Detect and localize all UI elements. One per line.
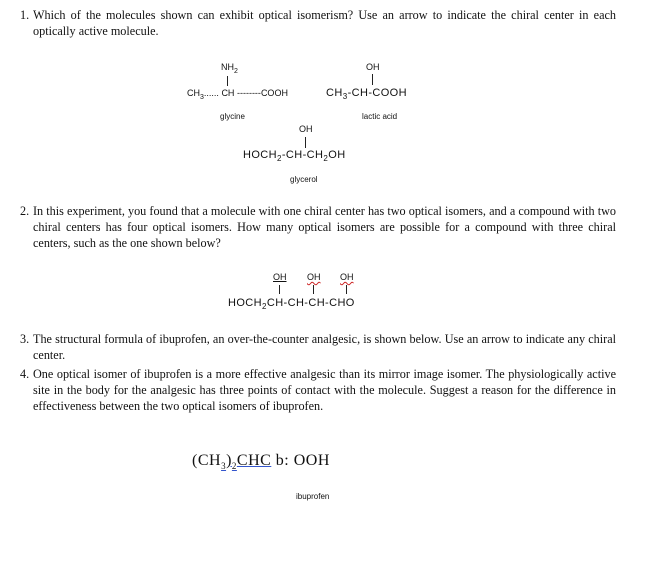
- bond-1: [279, 285, 280, 294]
- question-text: In this experiment, you found that a molecule with one chiral center has two optical isomers, and a compound with two chiral centers has four optical isomers. How many optical isomers are possible for a compound with three chiral centers, such as the one shown below?: [33, 204, 616, 250]
- glycine-label: glycine: [220, 112, 245, 121]
- glycine-formula: $CH_3$...... CH --------COOH: [187, 88, 288, 101]
- oh-group-3: OH: [340, 272, 354, 282]
- ibuprofen-label: ibuprofen: [296, 492, 330, 501]
- glycine-bond: [227, 76, 228, 86]
- question-1: [20, 7, 616, 39]
- glycerol-oh: OH: [299, 124, 313, 134]
- lactic-bond: [372, 74, 373, 85]
- question-2: [20, 203, 616, 251]
- glycine-nh2: $NH_2$: [221, 62, 238, 75]
- lactic-oh: OH: [366, 62, 380, 72]
- ibuprofen-formula: $(CH_3)_2CHC$ b: OOH: [192, 452, 330, 472]
- question-number: 1.: [20, 8, 30, 22]
- question-number: 4.: [20, 367, 30, 381]
- question-number: 2.: [20, 204, 30, 218]
- bond-2: [313, 285, 314, 294]
- glycerol-label: glycerol: [290, 175, 318, 184]
- lactic-label: lactic acid: [362, 112, 398, 121]
- lactic-formula: $CH_3-CH$-COOH: [326, 87, 407, 102]
- oh-group-1: OH: [273, 272, 287, 282]
- question-4: [20, 366, 616, 414]
- glycerol-formula: $HOCH_2-CH-CH_2OH$: [243, 149, 346, 164]
- trihydroxy-formula: $HOCH_2CH-CH-CH$-CHO: [228, 297, 355, 312]
- question-3: [20, 331, 616, 363]
- oh-group-2: OH: [307, 272, 321, 282]
- question-number: 3.: [20, 332, 30, 346]
- question-text: Which of the molecules shown can exhibit optical isomerism? Use an arrow to indicate the chiral center in each optically active molecule.: [33, 8, 616, 38]
- question-text: The structural formula of ibuprofen, an over-the-counter analgesic, is shown below. Use an arrow to indicate any chiral center.: [33, 332, 616, 362]
- question-text: One optical isomer of ibuprofen is a more effective analgesic than its mirror image isomer. The physiologically active site in the body for the analgesic has three points of contact with the molecule. Suggest a reason for the difference in effectiveness between the two optical isomers of ibuprofen.: [33, 367, 616, 413]
- bond-3: [346, 285, 347, 294]
- glycerol-bond: [305, 137, 306, 148]
